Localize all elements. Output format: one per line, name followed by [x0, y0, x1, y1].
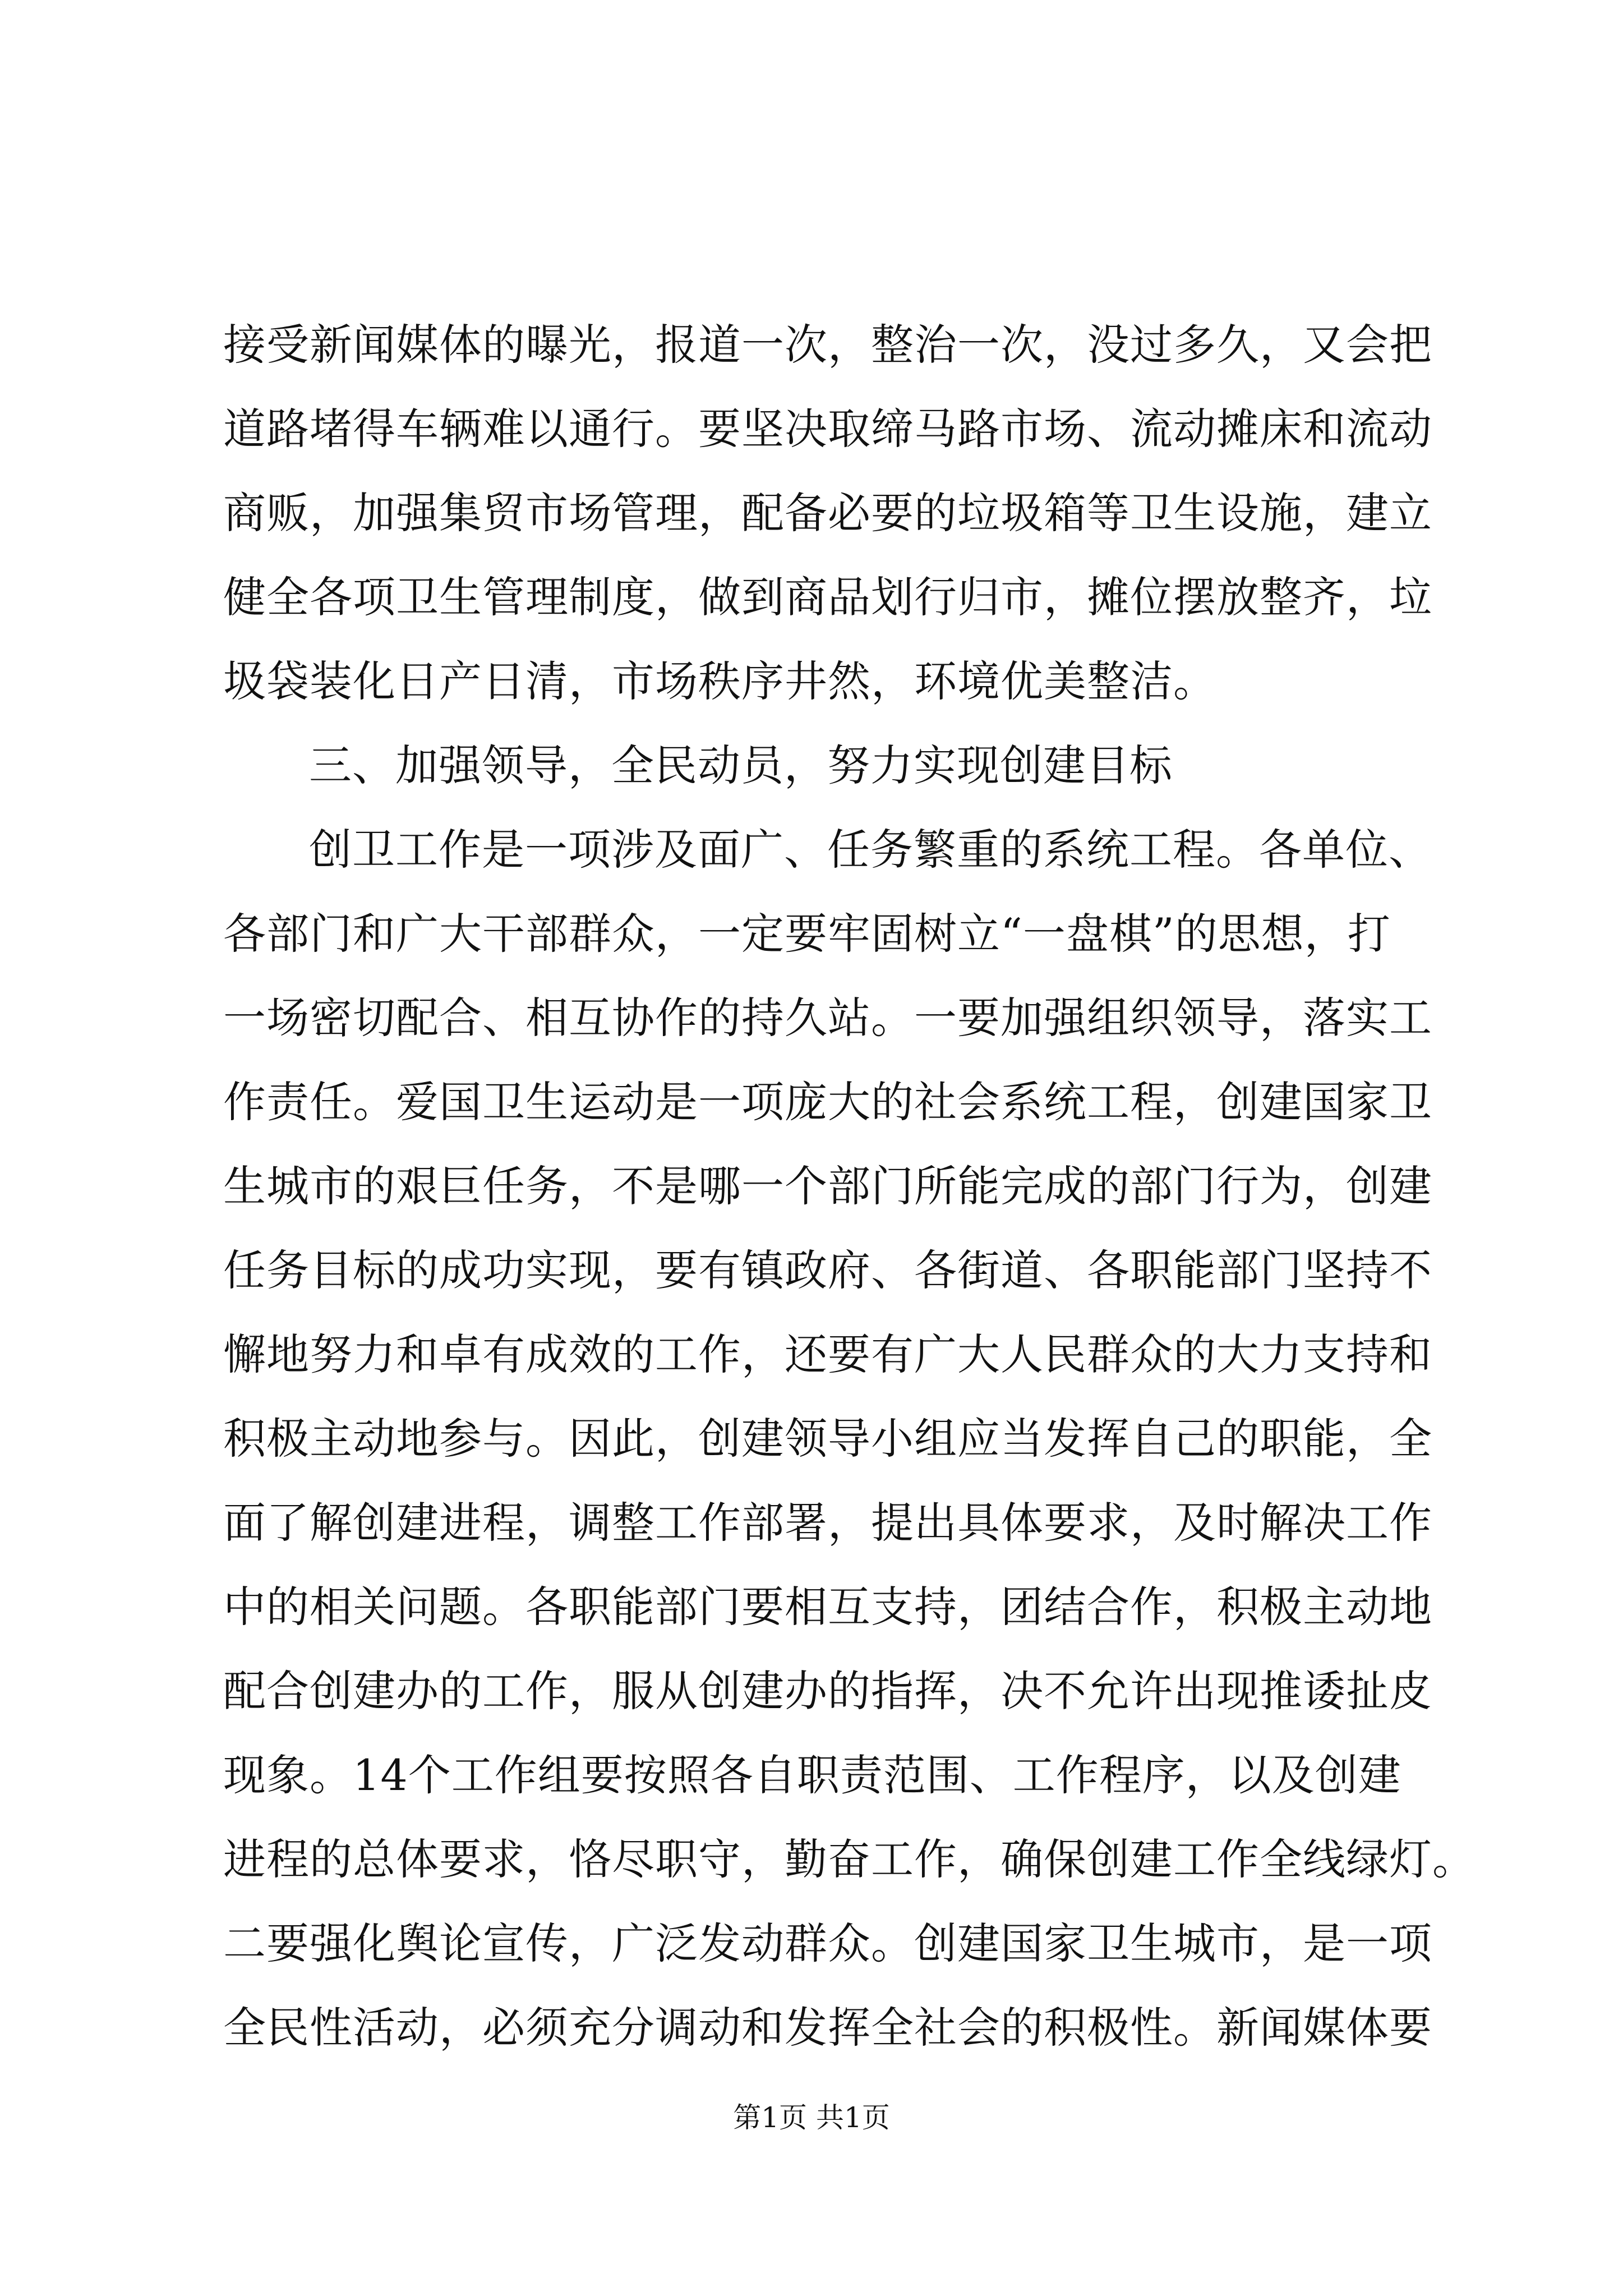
- text-line-20: 二要强化舆论宣传，广泛发动群众。创建国家卫生城市，是一项: [223, 1918, 1432, 1968]
- text-line-12: 任务目标的成功实现，要有镇政府、各街道、各职能部门坚持不: [223, 1245, 1432, 1295]
- text-line-10: 作责任。爱国卫生运动是一项庞大的社会系统工程，创建国家卫: [223, 1077, 1432, 1127]
- text-line-9: 一场密切配合、相互协作的持久站。一要加强组织领导，落实工: [223, 993, 1432, 1043]
- text-line-5: 圾袋装化日产日清，市场秩序井然，环境优美整洁。: [223, 656, 1216, 706]
- page-footer: 第1页 共1页: [733, 2101, 890, 2134]
- section-heading: 三、加强领导，全民动员，努力实现创建目标: [309, 740, 1173, 790]
- text-line-16: 中的相关问题。各职能部门要相互支持，团结合作，积极主动地: [223, 1582, 1432, 1632]
- text-line-1: 接受新闻媒体的曝光，报道一次，整治一次，没过多久，又会把: [223, 320, 1432, 370]
- text-line-14: 积极主动地参与。因此，创建领导小组应当发挥自己的职能，全: [223, 1414, 1432, 1464]
- text-line-2: 道路堵得车辆难以通行。要坚决取缔马路市场、流动摊床和流动: [223, 404, 1432, 454]
- text-line-17: 配合创建办的工作，服从创建办的指挥，决不允许出现推诿扯皮: [223, 1666, 1432, 1716]
- text-line-7: 创卫工作是一项涉及面广、任务繁重的系统工程。各单位、: [309, 825, 1432, 875]
- text-line-8: 各部门和广大干部群众，一定要牢固树立“一盘棋”的思想，打: [223, 909, 1391, 959]
- text-line-3: 商贩，加强集贸市场管理，配备必要的垃圾箱等卫生设施，建立: [223, 488, 1432, 538]
- text-line-18: 现象。14个工作组要按照各自职责范围、工作程序，以及创建: [223, 1750, 1401, 1800]
- text-line-19: 进程的总体要求，恪尽职守，勤奋工作，确保创建工作全线绿灯。: [223, 1834, 1476, 1884]
- document-body: [223, 303, 1476, 2070]
- text-line-11: 生城市的艰巨任务，不是哪一个部门所能完成的部门行为，创建: [223, 1161, 1432, 1211]
- text-line-21: 全民性活动，必须充分调动和发挥全社会的积极性。新闻媒体要: [223, 2003, 1432, 2053]
- text-line-4: 健全各项卫生管理制度，做到商品划行归市，摊位摆放整齐，垃: [223, 572, 1432, 622]
- text-line-13: 懈地努力和卓有成效的工作，还要有广大人民群众的大力支持和: [223, 1329, 1432, 1379]
- text-line-15: 面了解创建进程，调整工作部署，提出具体要求，及时解决工作: [223, 1498, 1432, 1548]
